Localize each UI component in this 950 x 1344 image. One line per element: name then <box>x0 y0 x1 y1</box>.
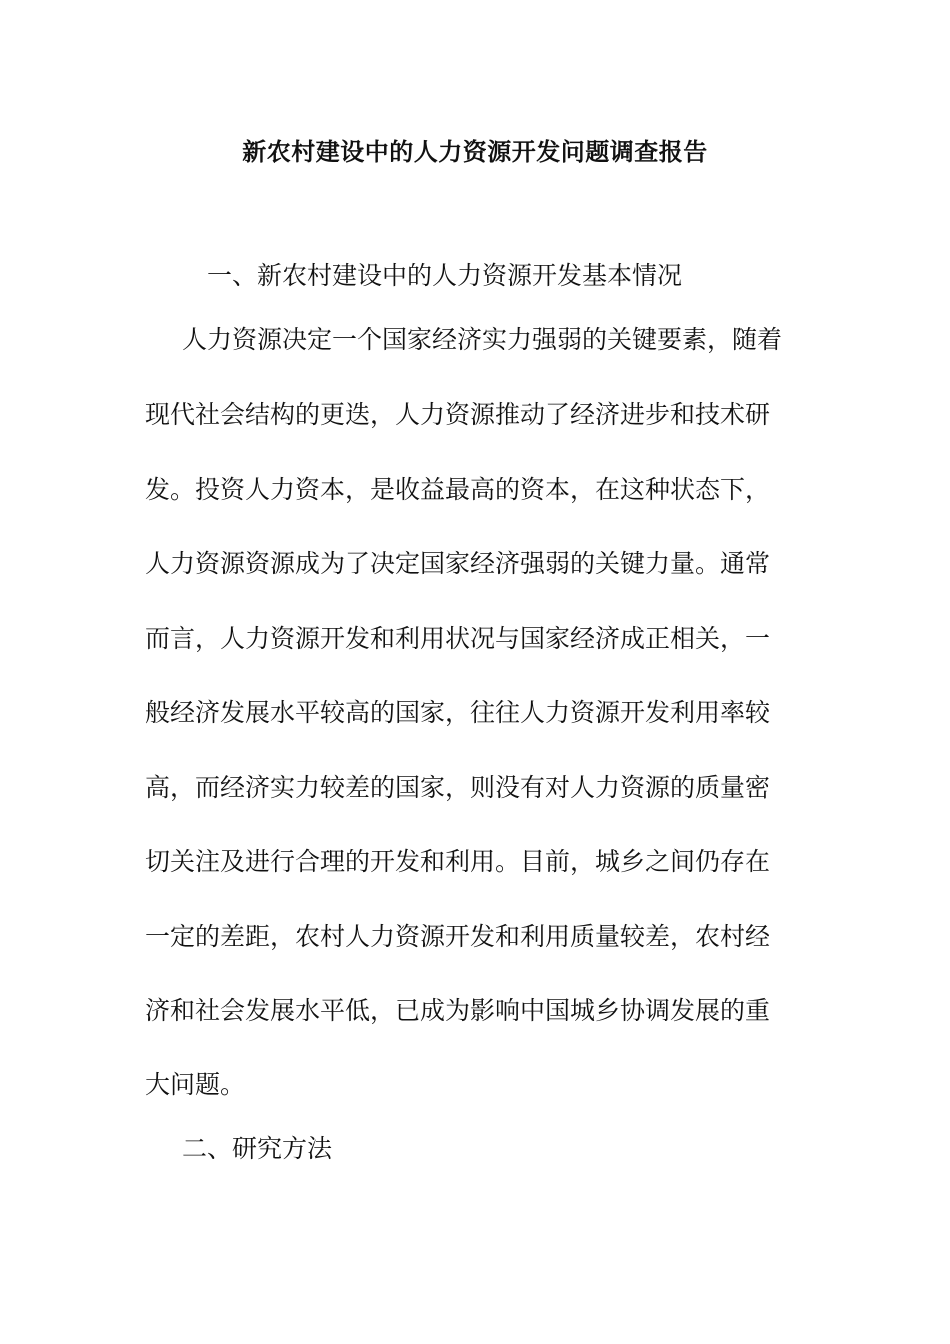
paragraph-line: 人力资源资源成为了决定国家经济强弱的关键力量。通常 <box>145 549 771 578</box>
paragraph-line: 切关注及进行合理的开发和利用。目前，城乡之间仍存在 <box>145 847 771 876</box>
paragraph-line: 人力资源决定一个国家经济实力强弱的关键要素，随着 <box>182 325 783 354</box>
section-2-heading: 二、研究方法 <box>182 1134 333 1163</box>
paragraph-line: 大问题。 <box>145 1070 246 1099</box>
paragraph-line: 一定的差距，农村人力资源开发和利用质量较差，农村经 <box>145 922 771 951</box>
document-title: 新农村建设中的人力资源开发问题调查报告 <box>242 138 708 166</box>
section-1-heading: 一、新农村建设中的人力资源开发基本情况 <box>207 261 683 290</box>
paragraph-line: 发。投资人力资本，是收益最高的资本，在这种状态下， <box>145 475 771 504</box>
paragraph-line: 高，而经济实力较差的国家，则没有对人力资源的质量密 <box>145 773 771 802</box>
paragraph-line: 般经济发展水平较高的国家，往往人力资源开发利用率较 <box>145 698 771 727</box>
paragraph-line: 而言，人力资源开发和利用状况与国家经济成正相关，一 <box>145 624 771 653</box>
paragraph-line: 现代社会结构的更迭，人力资源推动了经济进步和技术研 <box>145 400 771 429</box>
paragraph-line: 济和社会发展水平低，已成为影响中国城乡协调发展的重 <box>145 996 771 1025</box>
